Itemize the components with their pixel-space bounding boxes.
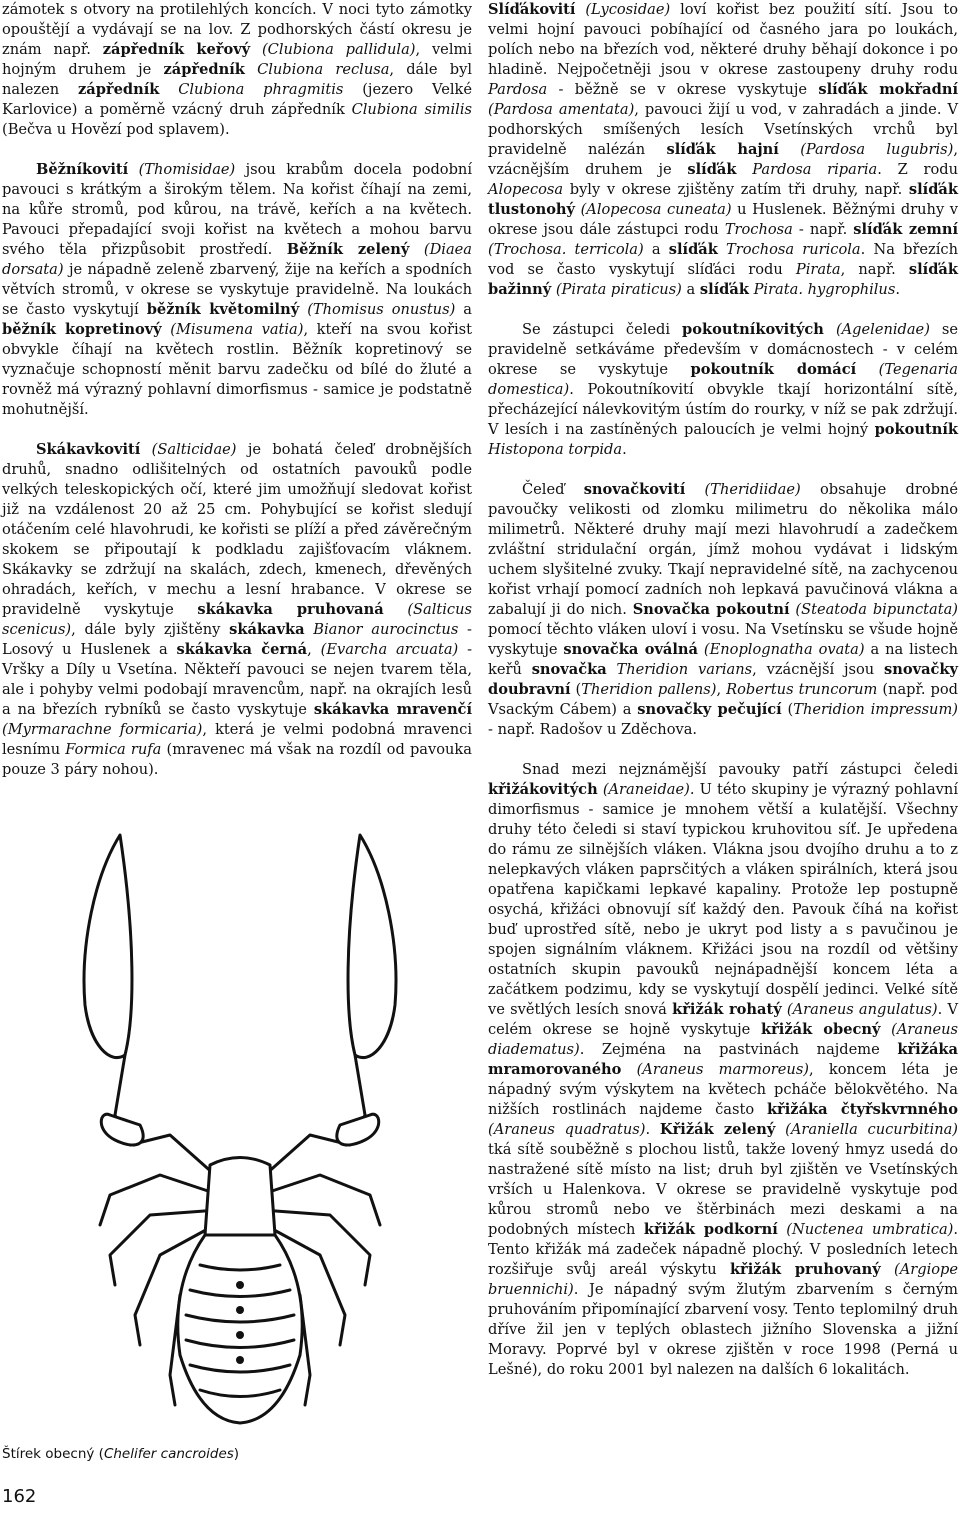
- text-run: (Salticidae): [151, 441, 237, 458]
- text-run: Snad mezi nejznámější pavouky patří zástupci čeledi: [522, 761, 958, 778]
- text-run: Theridion impressum): [793, 701, 958, 718]
- text-run: a: [643, 241, 669, 258]
- text-run: Čeleď: [522, 481, 584, 498]
- right-column: [488, 0, 958, 1380]
- text-run: Robertus truncorum: [726, 681, 878, 698]
- text-run: , vzácnější jsou: [752, 661, 885, 678]
- text-run: [384, 601, 408, 618]
- text-run: (Araneus quadratus): [488, 1121, 646, 1138]
- text-run: , kteří na svou kořist obvykle číhají na květech rostlin. Běžník kopretinový se vyznačuje schopností měnit barvu zadečku od bílé do žluté a rovněž má výrazný pohlavní dimorfismus - samice je podstatně mohutnější.: [2, 321, 473, 418]
- text-run: zámotek s otvory na protilehlých koncích. V noci tyto zámotky opouštějí a vydávají se na lov. Z podhorských částí okresu je znám např.: [2, 1, 472, 58]
- text-run: (Lycosidae): [585, 1, 671, 18]
- text-run: snovačky pečující: [637, 701, 782, 718]
- text-run: [718, 241, 726, 258]
- text-run: . Z rodu: [877, 161, 959, 178]
- caption-prefix: Štírek obecný (: [2, 1446, 104, 1462]
- text-run: Křižák zelený: [659, 1121, 776, 1138]
- text-run: Clubiona similis: [351, 101, 472, 118]
- text-run: slíďák hajní: [666, 141, 779, 158]
- text-run: (Agelenidae): [835, 321, 930, 338]
- text-run: křižáka mramorovaného: [488, 1041, 958, 1078]
- text-run: - Losový u Huslenek a: [2, 621, 472, 658]
- text-run: [162, 321, 171, 338]
- text-run: (Clubiona pallidula): [261, 41, 416, 58]
- text-run: zápředník: [163, 61, 245, 78]
- text-run: křižák rohatý: [672, 1001, 782, 1018]
- text-run: (Evarcha arcuata): [320, 641, 459, 658]
- text-run: Pardosa riparia: [752, 161, 878, 178]
- text-run: (Steatoda bipunctata): [795, 601, 958, 618]
- text-run: byly v okrese zjištěny zatím tři druhy, např.: [563, 181, 909, 198]
- paragraph-salticidae: [2, 440, 472, 780]
- text-run: běžník květomilný: [146, 301, 300, 318]
- text-run: [824, 321, 836, 338]
- text-run: (Bečva u Hovězí pod splavem).: [2, 121, 230, 138]
- text-run: Alopecosa: [488, 181, 564, 198]
- text-run: pokoutníkovitých: [682, 321, 824, 338]
- text-run: , koncem léta je nápadný svým výskytem na květech pcháče bělokvětého. Na nižších rostlinách najdeme často: [488, 1061, 959, 1118]
- text-run: , vzácnějším druhem je: [488, 141, 958, 178]
- text-run: Skákavkovití: [36, 441, 141, 458]
- paragraph-theridiidae: [488, 480, 958, 740]
- text-run: (Araneus angulatus): [786, 1001, 938, 1018]
- text-run: snovačky doubravní: [488, 661, 959, 698]
- text-run: loví kořist bez použití sítí. Jsou to velmi hojní pavouci pobíhající od časného jara po loukách, polích nebo na březích vod, některé druhy běhají dokonce i po hladině. Nejpočetněji jsou v okrese zastoupeny druhy rodu: [488, 1, 958, 78]
- text-run: (Nuctenea umbratica): [786, 1221, 954, 1238]
- page-number: 162: [2, 1486, 37, 1507]
- text-run: , velmi hojným druhem je: [2, 41, 472, 78]
- text-run: [159, 81, 178, 98]
- text-run: Snovačka pokoutní: [632, 601, 790, 618]
- text-run: pokoutník: [874, 421, 958, 438]
- text-run: - např.: [792, 221, 854, 238]
- text-run: , dále byly zjištěny: [71, 621, 230, 638]
- text-run: , pavouci žijí u vod, v zahradách a jinde. V podhorských smíšených lesích Vsetínských vrchů byl pravidelně nalézán: [488, 101, 959, 158]
- text-run: [409, 241, 424, 258]
- text-run: . Pokoutníkovití obvykle tkají horizontální sítě, přecházející nálevkovitým ústím do rourky, v níž se pak zdržují. V lesích i na zastíněných paloucích je velmi hojný: [488, 381, 958, 438]
- text-run: (Trochosa. terricola): [488, 241, 644, 258]
- caption-species: Chelifer cancroides: [103, 1446, 234, 1462]
- text-run: skákavka pruhovaná: [197, 601, 384, 618]
- text-run: Běžník zelený: [286, 241, 410, 258]
- paragraph-thomisidae: [2, 160, 472, 420]
- text-run: jsou krabům docela podobní pavouci s krátkým a širokým tělem. Na kořist číhají na zemi, na kůře stromů, pod kůrou, na trávě, keřích a na květech. Pavouci přepadající svoji kořist na květech a mohou barvu svého těla přizpůsobit prostředí.: [2, 161, 473, 258]
- text-run: [856, 361, 879, 378]
- left-column: [2, 0, 472, 780]
- text-run: . U této skupiny je výrazný pohlavní dimorfismus - samice je mnohem větší a kulatější. Všechny druhy této čeledi si staví typickou kruhovitou síť. Je upředena do rámu ze silnějších vláken. Vlákna jsou dvojího druhu a to z nelepkavých vláken paprsčitých a vláken spirálních, která jsou opatřena kapičkami lepkavé kapaliny. Protože lep postupně osychá, křižáci obnovují síť každý den. Pavouk číhá na kořist buď uprostřed sítě, nebo je ukryt pod listy a s pavučinou je spojen signálním vláknem. Křižáci jsou na rozdíl od většiny ostatních skupin pavouků nejnápadnější koncem léta a začátkem podzimu, kdy se vyskytují dospělí jedinci. Velké sítě ve světlých lesích snová: [488, 781, 958, 1018]
- text-run: - např. Radošov u Zděchova.: [488, 721, 698, 738]
- text-run: Trochosa ruricola: [726, 241, 861, 258]
- text-run: Clubiona reclusa: [257, 61, 390, 78]
- text-run: [128, 161, 138, 178]
- text-run: křižáka čtyřskvrnného: [766, 1101, 958, 1118]
- text-run: .: [895, 281, 900, 298]
- text-run: Bianor aurocinctus: [313, 621, 459, 638]
- text-run: snovačka oválná: [563, 641, 698, 658]
- text-run: (Thomisidae): [138, 161, 236, 178]
- text-run: (Pardosa amentata): [488, 101, 635, 118]
- text-run: Pirata: [795, 261, 841, 278]
- text-run: [775, 1121, 785, 1138]
- text-run: (Misumena vatia): [170, 321, 304, 338]
- paragraph-lycosidae: [488, 0, 958, 300]
- text-run: [250, 41, 262, 58]
- text-run: [607, 661, 617, 678]
- paragraph-agelenidae: [488, 320, 958, 460]
- text-run: . V celém okrese se hojně vyskytuje: [488, 1001, 958, 1038]
- text-run: (Araneus diadematus): [488, 1021, 958, 1058]
- text-run: snovačkovití: [583, 481, 686, 498]
- text-run: slíďák tlustonohý: [488, 181, 958, 218]
- text-run: pomocí těchto vláken uloví i vosu. Na Vsetínsku se všude hojně vyskytuje: [488, 621, 958, 658]
- text-run: [881, 1261, 894, 1278]
- text-run: Slíďákovití: [488, 1, 576, 18]
- caption-suffix: ): [233, 1446, 240, 1462]
- text-run: a na listech keřů: [488, 641, 958, 678]
- text-run: Běžníkovití: [36, 161, 129, 178]
- text-run: slíďák: [668, 241, 718, 258]
- text-run: zápředník: [77, 81, 160, 98]
- text-run: (Alopecosa cuneata): [580, 201, 732, 218]
- text-run: a: [681, 281, 700, 298]
- text-run: , dále byl nalezen: [2, 61, 472, 98]
- text-run: křižák obecný: [760, 1021, 881, 1038]
- text-run: (Araneidae): [602, 781, 690, 798]
- text-run: (Thomisus onustus): [307, 301, 456, 318]
- text-run: [736, 161, 752, 178]
- text-run: Clubiona phragmitis: [178, 81, 344, 98]
- text-run: . Zejména na pastvinách najdeme: [579, 1041, 898, 1058]
- text-run: je bohatá čeleď drobnějších druhů, snadno odlišitelných od ostatních pavouků podle velkých teleskopických očí, které jim umožňují sledovat kořist již na vzdálenost 20 až 25 cm. Pohybující se kořist sledují otáčením celé hlavohrudi, ke kořisti se plíží a před závěrečným skokem se připoutají k podkladu zajišťovacím vláknem. Skákavky se zdržují na skalách, zdech, kmenech, dřevěných ohradách, keřích, v mechu a lesní hrabance. V okrese se pravidelně vyskytuje: [2, 441, 473, 618]
- text-run: u Huslenek. Běžnými druhy v okrese jsou dále zástupci rodu: [488, 201, 958, 238]
- text-run: Theridion pallens): [581, 681, 717, 698]
- text-run: (Myrmarachne formicaria): [2, 721, 203, 738]
- text-run: Trochosa: [724, 221, 793, 238]
- text-run: Se zástupci čeledi: [522, 321, 683, 338]
- text-run: křižákovitých: [488, 781, 598, 798]
- text-run: . Je nápadný svým žlutým zbarvením s černým pruhováním připomínající zbarvení vosy. Tento teplomilný druh dříve žil jen v teplých oblastech jižního Slovenska a jižní Moravy. Poprvé byl v okrese zjištěn v roce 1998 (Perná u Lešné), do roku 2001 byl nalezen na dalších 6 lokalitách.: [488, 1281, 958, 1378]
- text-run: [245, 61, 257, 78]
- text-run: [685, 481, 704, 498]
- text-run: . Na březích vod se často vyskytují slíďáci rodu: [488, 241, 958, 278]
- text-run: (: [570, 681, 582, 698]
- text-run: [779, 141, 800, 158]
- text-run: je nápadně zeleně zbarvený, žije na keřích a spodních větvích stromů, v okrese se vyskytuje pravidelně. Na loukách se často vyskytují: [2, 261, 472, 318]
- text-run: [305, 621, 314, 638]
- text-run: (Pardosa lugubris): [800, 141, 954, 158]
- text-run: (Diaea dorsata): [2, 241, 473, 278]
- text-run: slíďák: [687, 161, 737, 178]
- text-run: slíďák mokřadní: [818, 81, 958, 98]
- text-run: ,: [716, 681, 727, 698]
- text-run: běžník kopretinový: [2, 321, 162, 338]
- text-run: pokoutník domácí: [690, 361, 857, 378]
- text-run: (Enoplognatha ovata): [703, 641, 865, 658]
- text-run: skákavka mravenčí: [313, 701, 472, 718]
- text-run: snovačka: [531, 661, 607, 678]
- text-run: Pardosa: [488, 81, 548, 98]
- text-run: Pirata. hygrophilus: [753, 281, 896, 298]
- text-run: Formica rufa: [65, 741, 162, 758]
- text-run: [880, 1021, 891, 1038]
- text-run: (jezero Velké Karlovice) a poměrně vzácný druh zápředník: [2, 81, 472, 118]
- text-run: , např.: [840, 261, 909, 278]
- text-run: slíďák zemní: [853, 221, 958, 238]
- text-run: (Theridiidae): [704, 481, 801, 498]
- text-run: (Salticus scenicus): [2, 601, 472, 638]
- text-run: slíďák bažinný: [488, 261, 958, 298]
- text-run: křižák podkorní: [643, 1221, 778, 1238]
- text-run: zápředník keřový: [102, 41, 251, 58]
- text-run: - Vršky a Díly u Vsetína. Někteří pavouci se nejen tvarem těla, ale i pohyby velmi podobají mravencům, např. na okrajích lesů a na březích rybníků se často vyskytuje: [2, 641, 473, 718]
- text-run: (Araneus marmoreus): [636, 1061, 809, 1078]
- text-run: se pravidelně setkáváme především v domácnostech - v celém okrese se vyskytuje: [488, 321, 959, 378]
- text-run: .: [622, 441, 627, 458]
- paragraph-clubionidae: [2, 0, 472, 140]
- text-run: (: [781, 701, 794, 718]
- text-run: skákavka: [229, 621, 305, 638]
- text-run: [140, 441, 151, 458]
- text-run: slíďák: [699, 281, 749, 298]
- text-run: [575, 1, 585, 18]
- text-run: .: [645, 1121, 660, 1138]
- text-run: obsahuje drobné pavoučky velikosti od zlomku milimetru do několika málo milimetrů. Některé druhy mají mezi hlavohrudí a zadečkem zvláštní stridulační orgán, jímž mohou vydávat i lidským uchem slyšitelné zvuky. Tkají nepravidelné sítě, na zachycenou kořist vrhají pomocí zadních noh lepkavá pavučinová vlákna a zabalují ji do nich.: [488, 481, 958, 618]
- text-run: , která je velmi podobná mravenci lesnímu: [2, 721, 473, 758]
- figure-caption: [2, 1446, 239, 1462]
- text-run: skákavka černá: [176, 641, 308, 658]
- text-run: - běžně se v okrese vyskytuje: [547, 81, 819, 98]
- pseudoscorpion-illustration: [40, 815, 440, 1425]
- text-run: Theridion varians: [616, 661, 753, 678]
- text-run: tká sítě souběžně s plochou listů, takže lovený hmyz usedá do nastražené sítě místo na list; druh byl zjištěn ve Vsetínských vrších u Halenkova. V okrese se pravidelně vyskytuje pod kůrou stromů nebo ve štěrbinách mezi deskami a na podobných místech: [488, 1141, 958, 1238]
- text-run: ,: [307, 641, 321, 658]
- text-run: křižák pruhovaný: [729, 1261, 881, 1278]
- text-run: Histopona torpida: [488, 441, 623, 458]
- text-run: (Argiope bruennichi): [488, 1261, 958, 1298]
- text-run: [778, 1221, 786, 1238]
- text-run: (např. pod Vsackým Cábem) a: [488, 681, 958, 718]
- text-run: [621, 1061, 636, 1078]
- paragraph-araneidae: [488, 760, 958, 1380]
- text-run: (Tegenaria domestica): [488, 361, 959, 398]
- text-run: (Pirata piraticus): [555, 281, 682, 298]
- text-run: a: [455, 301, 473, 318]
- text-run: (Araniella cucurbitina): [785, 1121, 958, 1138]
- text-run: . Tento křižák má zadeček nápadně plochý. V posledních letech rozšiřuje svůj areál výskytu: [488, 1221, 958, 1278]
- text-run: (mravenec má však na rozdíl od pavouka pouze 3 páry nohou).: [2, 741, 472, 778]
